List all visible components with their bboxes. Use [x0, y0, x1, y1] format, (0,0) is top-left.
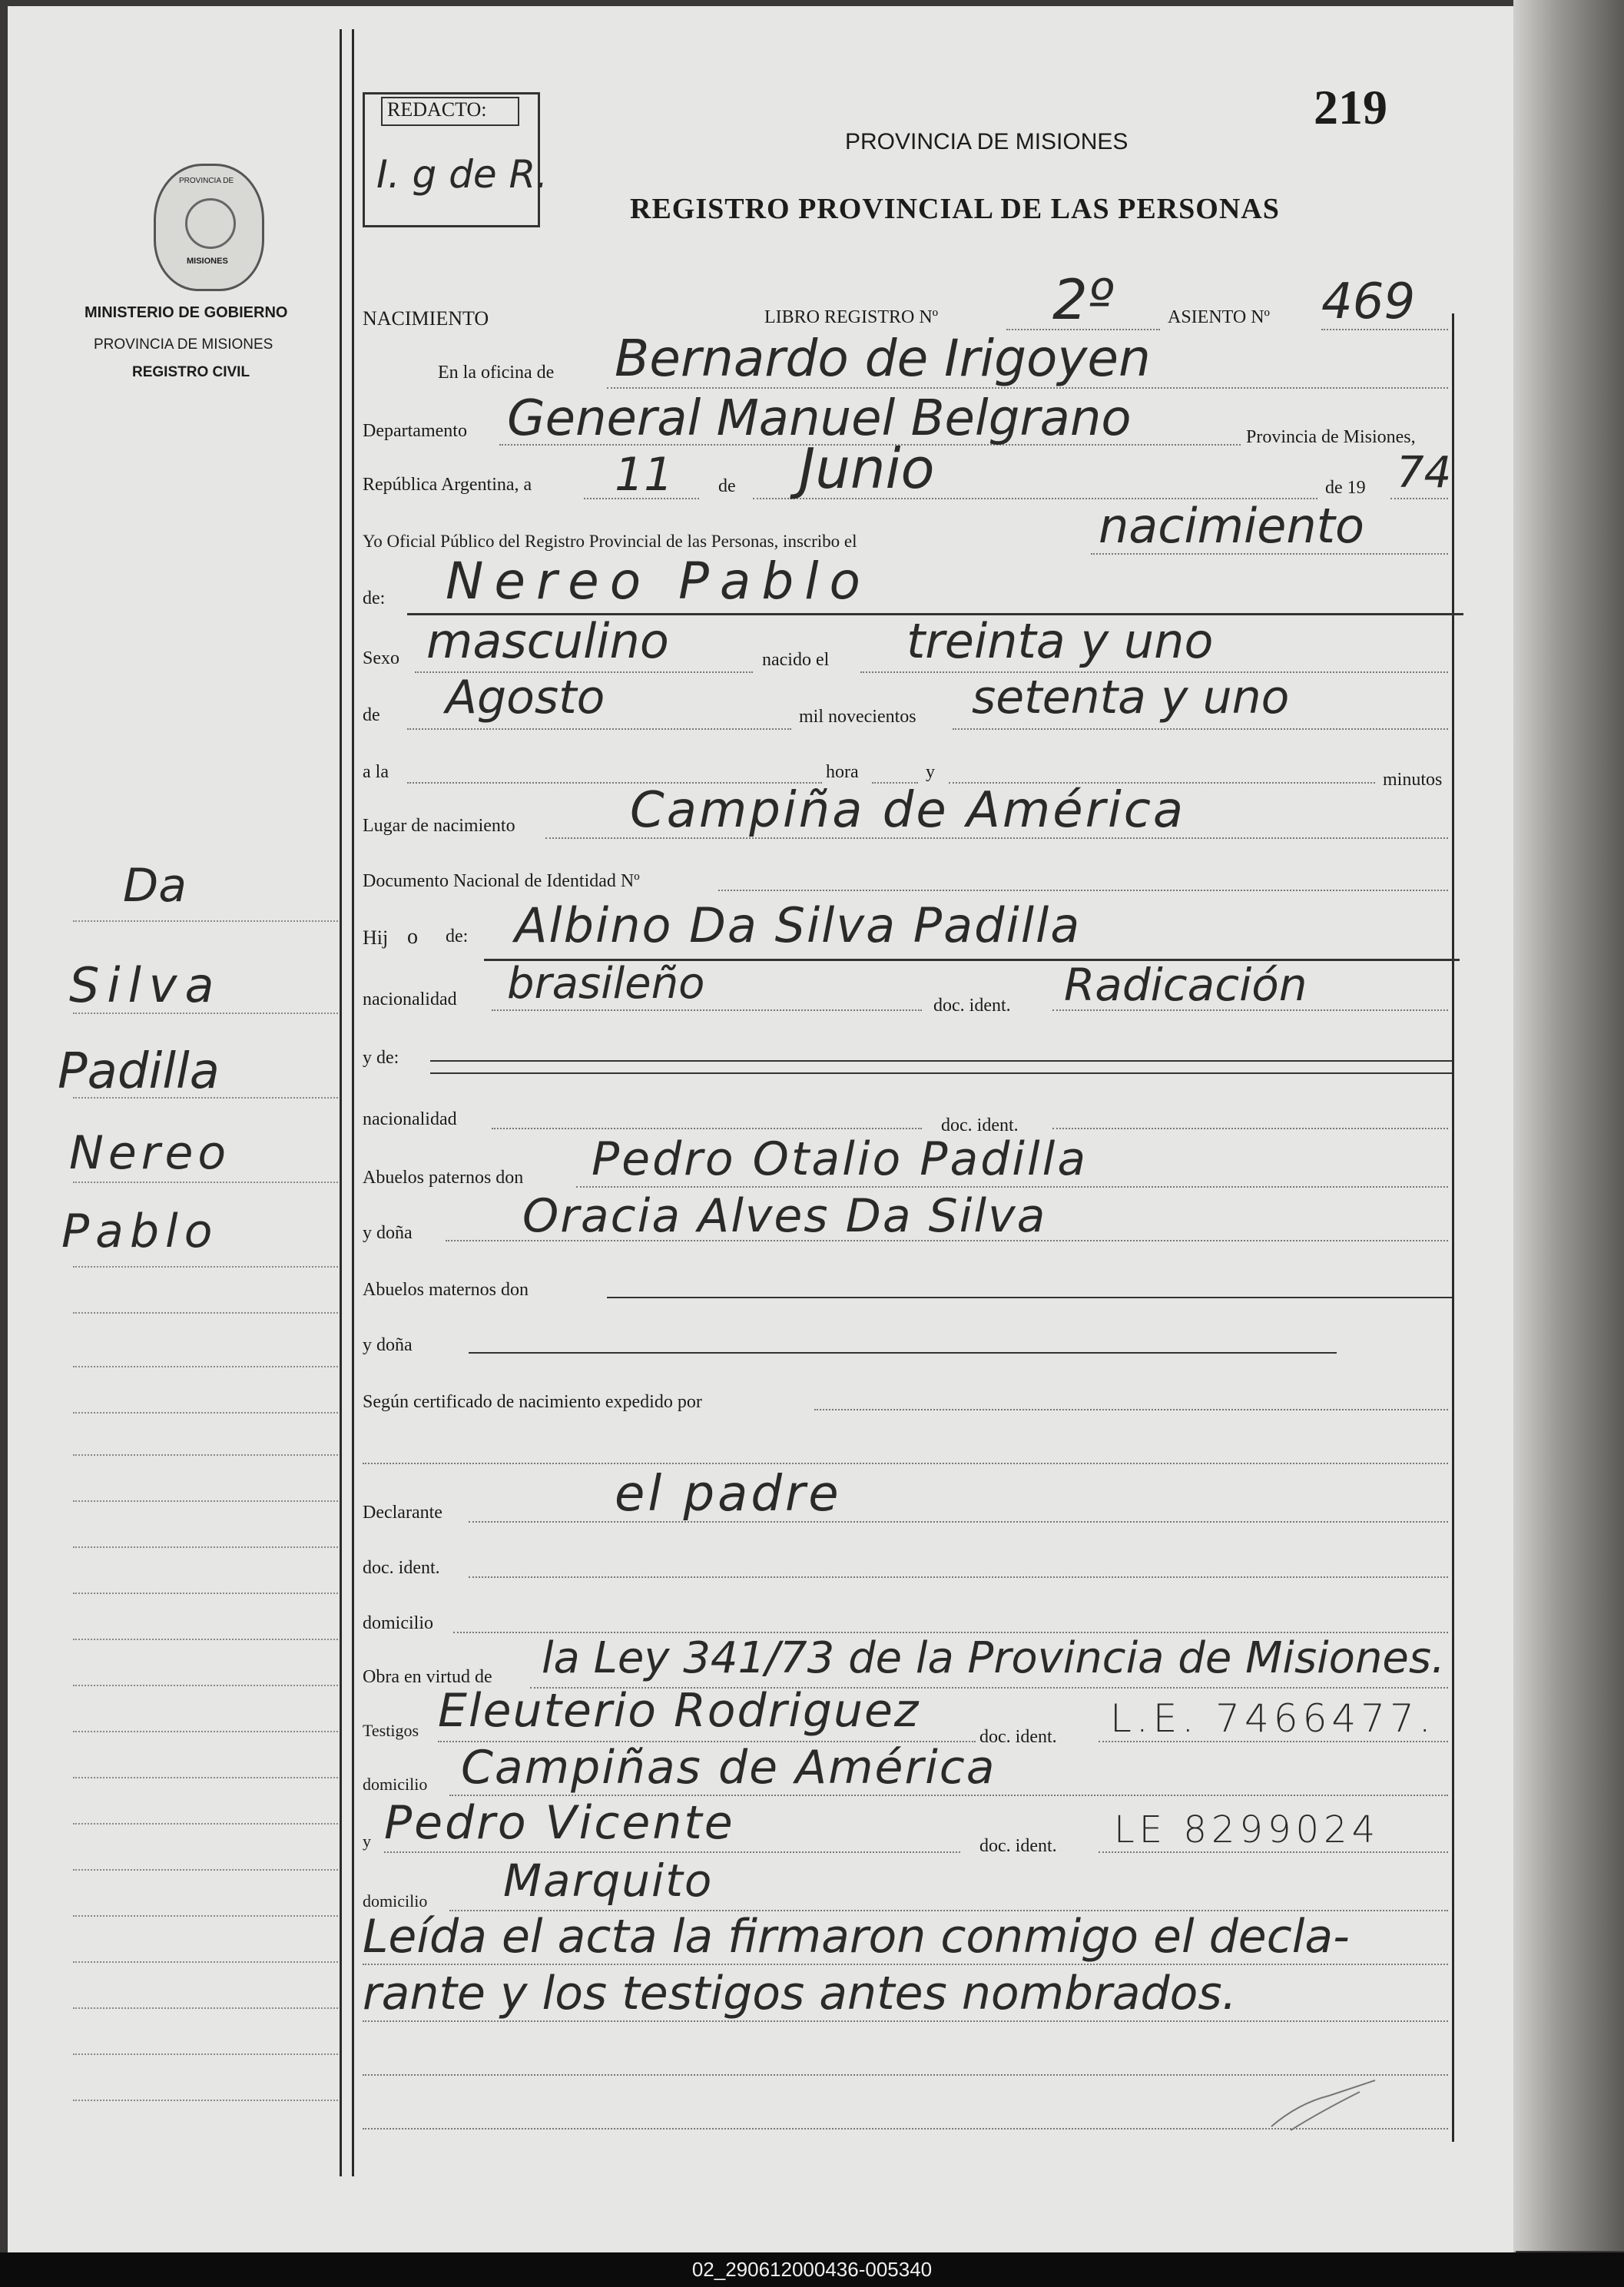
margin-dotted-rule: [73, 1312, 338, 1314]
departamento-value: General Manuel Belgrano: [507, 390, 1132, 447]
yo-oficial-label: Yo Oficial Público del Registro Provincial de las Personas, inscribo el: [363, 532, 857, 551]
seal-emblem: [185, 198, 236, 249]
departamento-label: Departamento: [363, 421, 467, 441]
lugar-value: Campiña de América: [630, 782, 1186, 839]
declarante-label: Declarante: [363, 1503, 442, 1523]
segun-label: Según certificado de nacimiento expedido por: [363, 1392, 702, 1412]
doc-ident3-label: doc. ident.: [363, 1558, 440, 1578]
dni-label: Documento Nacional de Identidad Nº: [363, 871, 640, 891]
abuela-materna-line: [469, 1352, 1337, 1354]
oficina-value: Bernardo de Irigoyen: [615, 329, 1151, 388]
abuelos-maternos-label: Abuelos maternos don: [363, 1280, 529, 1300]
image-id-footer: 02_290612000436-005340: [0, 2252, 1624, 2287]
margin-dotted-rule: [73, 2053, 338, 2055]
obra-value: la Ley 341/73 de la Provincia de Misiones.: [542, 1633, 1445, 1683]
redacto-label: REDACTO:: [387, 98, 487, 121]
domicilio2-value: Campiñas de América: [461, 1741, 996, 1795]
abuelos-paternos-value: Pedro Otalio Padilla: [592, 1132, 1089, 1186]
testigo2-dots: [384, 1851, 960, 1853]
right-rule: [1452, 313, 1454, 2142]
oficina-label: En la oficina de: [438, 363, 555, 383]
doc-ident-label: doc. ident.: [933, 996, 1011, 1016]
seal-bottom-text: MISIONES: [187, 257, 228, 266]
libro-label: LIBRO REGISTRO Nº: [764, 307, 939, 327]
abuelos-maternos-line: [607, 1297, 1452, 1298]
nacido-label: nacido el: [762, 650, 830, 670]
year-label: de 19: [1325, 478, 1366, 498]
yo-value: nacimiento: [1099, 498, 1364, 554]
seal-top-text: PROVINCIA DE: [179, 177, 234, 185]
year-value: 74: [1397, 448, 1452, 498]
birth-year-dots: [953, 728, 1448, 730]
testigo1-doc: L.E. 7466477.: [1110, 1696, 1436, 1741]
birth-month-de-label: de: [363, 705, 380, 725]
closing-line-1: Leída el acta la firmaron conmigo el decla-: [363, 1910, 1350, 1964]
asiento-label: ASIENTO Nº: [1168, 307, 1270, 327]
ministry-line1: MINISTERIO DE GOBIERNO: [85, 304, 288, 321]
hora-y-label: y: [926, 762, 935, 782]
closing-line-2: rante y los testigos antes nombrados.: [363, 1967, 1237, 2020]
hijo-de-label: de:: [446, 926, 469, 946]
nacionalidad-dots: [492, 1009, 922, 1011]
padre-value: Albino Da Silva Padilla: [515, 897, 1082, 953]
hora-label: hora: [826, 762, 859, 782]
margin-dotted-rule: [73, 1639, 338, 1640]
margin-dotted-rule: [73, 1097, 338, 1099]
register-page: [8, 6, 1516, 2253]
nacionalidad2-label: nacionalidad: [363, 1109, 457, 1129]
birth-month-dots: [407, 728, 791, 730]
margin-dotted-rule: [73, 920, 338, 922]
ministry-line3: REGISTRO CIVIL: [132, 364, 250, 380]
ministry-line2: PROVINCIA DE MISIONES: [94, 336, 273, 353]
testigo1-doc-dots: [1099, 1741, 1448, 1742]
margin-dotted-rule: [73, 1454, 338, 1456]
lugar-label: Lugar de nacimiento: [363, 816, 515, 836]
day-value: 11: [615, 448, 674, 502]
obra-label: Obra en virtud de: [363, 1667, 492, 1687]
year-dots: [1390, 498, 1448, 499]
hijo-label: Hij: [363, 926, 389, 949]
margin-note-1: Da: [123, 859, 187, 913]
minutos-label: minutos: [1383, 770, 1443, 790]
margin-dotted-rule: [73, 1412, 338, 1414]
domicilio3-label: domicilio: [363, 1891, 428, 1911]
margin-rule-left: [340, 29, 342, 2176]
margin-dotted-rule: [73, 2100, 338, 2101]
abuela-paterna-value: Oracia Alves Da Silva: [522, 1189, 1047, 1243]
margin-dotted-rule: [73, 1869, 338, 1871]
margin-note-2: Silva: [69, 957, 222, 1013]
nacionalidad-value: brasileño: [507, 959, 705, 1009]
registry-title: REGISTRO PROVINCIAL DE LAS PERSONAS: [630, 193, 1280, 225]
ala-label: a la: [363, 762, 389, 782]
testigo2-doc: LE 8299024: [1114, 1808, 1380, 1851]
republica-label: República Argentina, a: [363, 475, 532, 495]
doc-ident2-dots: [1052, 1128, 1448, 1129]
month-value: Junio: [799, 436, 935, 501]
birth-month-value: Agosto: [446, 671, 605, 724]
margin-dotted-rule: [73, 1366, 338, 1367]
margin-dotted-rule: [73, 1731, 338, 1732]
margin-dotted-rule: [73, 2007, 338, 2009]
margin-note-5: Pablo: [61, 1205, 219, 1258]
doc-ident-value: Radicación: [1064, 959, 1307, 1011]
mother-label: y de:: [363, 1048, 399, 1068]
testigo2-doc-dots: [1099, 1851, 1448, 1853]
birth-year-value: setenta y uno: [972, 671, 1290, 724]
segun-dots: [814, 1409, 1448, 1410]
margin-dotted-rule: [73, 1013, 338, 1014]
closing-dots-1: [363, 1964, 1448, 1965]
abuelos-paternos-dots: [576, 1186, 1448, 1188]
margin-dotted-rule: [73, 1593, 338, 1594]
testigo1-value: Eleuterio Rodriguez: [438, 1684, 920, 1738]
provincia-label: Provincia de Misiones,: [1246, 427, 1416, 447]
doc-ident4-label: doc. ident.: [979, 1727, 1057, 1747]
domicilio3-value: Marquito: [503, 1854, 714, 1907]
hijo-suffix: o: [407, 925, 418, 949]
book-edge: [1513, 0, 1624, 2251]
margin-note-3: Padilla: [58, 1043, 220, 1100]
abuela-materna-label: y doña: [363, 1335, 413, 1355]
abuela-paterna-label: y doña: [363, 1223, 413, 1243]
testigo2-value: Pedro Vicente: [384, 1796, 735, 1850]
margin-rule-right: [352, 29, 354, 2176]
name-de-label: de:: [363, 588, 386, 608]
mother-line-2: [430, 1072, 1452, 1074]
closing-dots-2: [363, 2020, 1448, 2022]
margin-note-4: Nereo: [69, 1126, 231, 1180]
doc-ident5-label: doc. ident.: [979, 1836, 1057, 1856]
abuelos-paternos-label: Abuelos paternos don: [363, 1168, 524, 1188]
redacto-value: I. g de R.: [376, 152, 549, 197]
month-de-label: de: [718, 476, 736, 496]
declarante-value: el padre: [615, 1466, 842, 1523]
libro-value: 2º: [1052, 267, 1114, 332]
doc-ident2-label: doc. ident.: [941, 1115, 1019, 1135]
testigo2-label: y: [363, 1831, 371, 1851]
page-number: 219: [1314, 80, 1387, 134]
mother-line-1: [430, 1060, 1452, 1062]
segun-dots-2: [363, 1463, 1448, 1464]
margin-dotted-rule: [73, 1777, 338, 1778]
margin-dotted-rule: [73, 1685, 338, 1686]
margin-dotted-rule: [73, 1546, 338, 1548]
dni-dots: [718, 890, 1448, 891]
mil-novecientos-label: mil novecientos: [799, 707, 916, 727]
act-type-label: NACIMIENTO: [363, 307, 489, 330]
sexo-label: Sexo: [363, 648, 399, 668]
margin-dotted-rule: [73, 1823, 338, 1825]
margin-dotted-rule: [73, 1266, 338, 1268]
testigos-label: Testigos: [363, 1721, 419, 1740]
margin-dotted-rule: [73, 1961, 338, 1963]
domicilio-label: domicilio: [363, 1613, 433, 1633]
margin-dotted-rule: [73, 1182, 338, 1183]
sexo-value: masculino: [426, 613, 669, 669]
nacionalidad2-dots: [492, 1128, 922, 1129]
doc-ident3-dots: [469, 1576, 1448, 1578]
name-value: Nereo Pablo: [446, 552, 871, 611]
nacido-value: treinta y uno: [906, 613, 1214, 669]
signature-scribble: [1268, 2073, 1383, 2134]
province-seal: [154, 164, 264, 291]
nacionalidad-label: nacionalidad: [363, 989, 457, 1009]
domicilio2-label: domicilio: [363, 1775, 428, 1794]
province-title: PROVINCIA DE MISIONES: [845, 129, 1129, 154]
redacto-label-box: [381, 97, 519, 126]
margin-dotted-rule: [73, 1500, 338, 1502]
margin-dotted-rule: [73, 1915, 338, 1917]
asiento-value: 469: [1321, 273, 1416, 330]
